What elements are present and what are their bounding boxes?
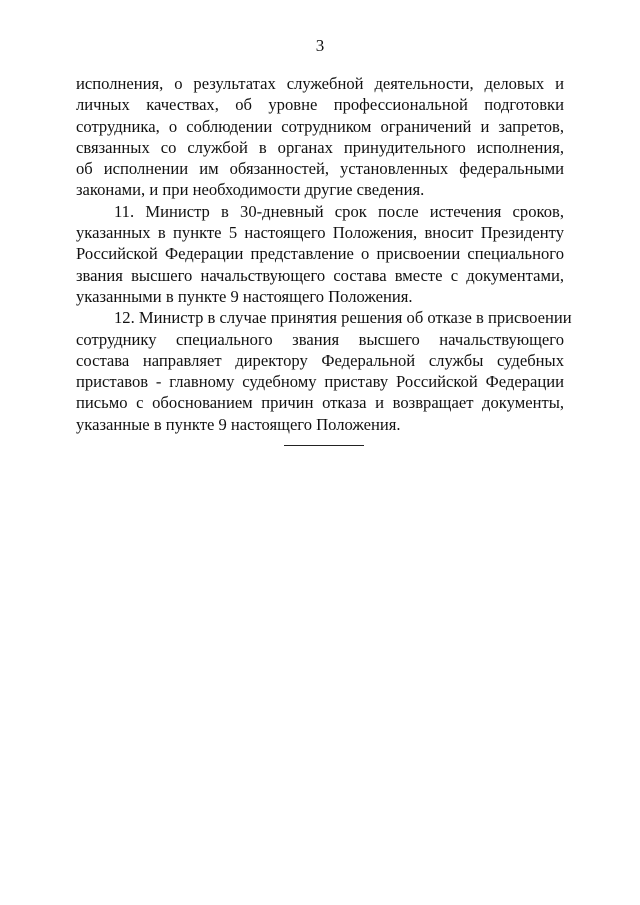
text-line: указанными в пункте 9 настоящего Положения.: [76, 286, 413, 306]
paragraph-continuation: [76, 73, 564, 201]
end-of-document-rule: [284, 445, 364, 446]
text-line: личных качествах, об уровне профессиональной подготовки: [76, 95, 564, 115]
text-line: об исполнении им обязанностей, установленных федеральными: [76, 159, 564, 179]
document-body: [76, 73, 572, 435]
paragraph-11: [76, 201, 564, 307]
text-line: сотрудника, о соблюдении сотрудником ограничений и запретов,: [76, 116, 564, 136]
text-line: состава направляет директору Федеральной службы судебных: [76, 350, 564, 370]
text-line: связанных со службой в органах принудительного исполнения,: [76, 137, 564, 157]
page-number: 3: [315, 36, 325, 55]
text-line: 12. Министр в случае принятия решения об отказе в присвоении: [114, 308, 572, 328]
text-line: звания высшего начальствующего состава вместе с документами,: [76, 265, 564, 285]
text-line: письмо с обоснованием причин отказа и возвращает документы,: [76, 393, 564, 413]
text-line: Российской Федерации представление о присвоении специального: [76, 244, 564, 264]
text-line: указанных в пункте 5 настоящего Положения, вносит Президенту: [76, 223, 564, 243]
text-line: приставов - главному судебному приставу Российской Федерации: [76, 372, 564, 392]
text-line: 11. Министр в 30-дневный срок после истечения сроков,: [114, 201, 564, 221]
text-line: исполнения, о результатах служебной деятельности, деловых и: [76, 74, 564, 93]
text-line: законами, и при необходимости другие сведения.: [76, 180, 425, 200]
paragraph-12: [76, 307, 572, 435]
text-line: указанные в пункте 9 настоящего Положения.: [76, 414, 401, 434]
text-line: сотруднику специального звания высшего начальствующего: [76, 329, 564, 349]
